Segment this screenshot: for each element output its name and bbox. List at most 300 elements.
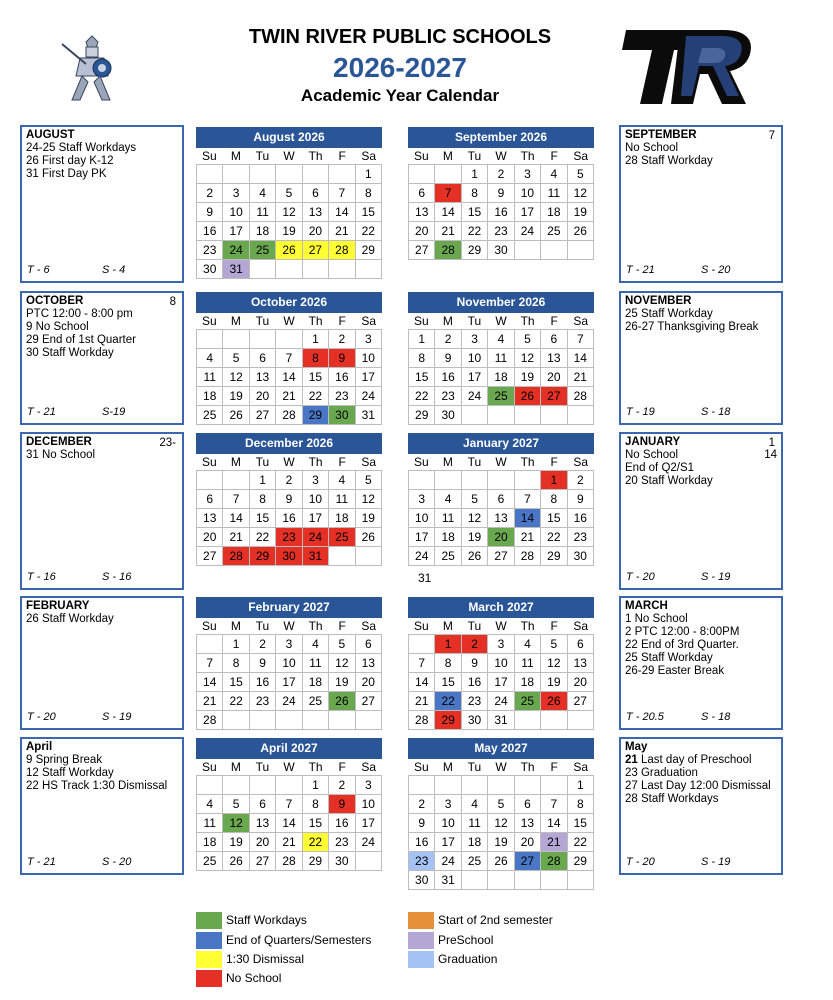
day-cell: 8 [223,654,249,673]
note-line [625,449,777,462]
day-cell: 12 [356,490,382,509]
day-cell: 26 [541,692,567,711]
teacher-days-count: T - 20 [626,856,655,868]
weekday-label: Sa [361,455,377,469]
note-line-text: No School [625,142,679,154]
day-cell: 22 [356,222,382,241]
weekday-label: F [550,455,558,469]
note-line [625,639,777,652]
note-line-text: 28 Staff Workday [625,155,713,167]
note-line-text: 23 Graduation [625,767,698,779]
note-line [26,334,178,347]
student-days-count: S - 19 [701,856,731,868]
day-cell: 5 [462,490,488,509]
empty-day-cell [409,471,435,490]
day-cell: 9 [329,349,355,368]
day-cell: 13 [197,509,223,528]
month-calendar [408,292,594,425]
day-cell: 27 [303,241,329,260]
day-cell: 8 [250,490,276,509]
legend-label: No School [226,971,282,985]
weekday-label: Tu [255,149,270,163]
month-calendar [196,292,382,425]
day-cell: 3 [276,635,302,654]
day-cell: 14 [435,203,461,222]
weekday-label: Th [308,314,323,328]
day-cell: 22 [541,528,567,547]
day-cell: 29 [541,547,567,566]
note-line-text: 24-25 Staff Workdays [26,142,137,154]
day-cell: 8 [541,490,567,509]
day-cell: 27 [409,241,435,260]
day-cell: 29 [356,241,382,260]
weekday-label: Tu [467,760,482,774]
teacher-days-count: T - 21 [27,856,56,868]
empty-day-cell [568,711,594,730]
day-cell: 9 [462,654,488,673]
weekday-label: Tu [467,619,482,633]
empty-day-cell [409,635,435,654]
note-title: NOVEMBER [625,295,692,307]
weekday-label: M [230,619,241,633]
teacher-days-count: T - 20 [626,571,655,583]
note-box-january [619,432,783,590]
day-cell: 8 [435,654,461,673]
day-cell: 23 [568,528,594,547]
legend-item [196,931,371,950]
weekday-label: M [442,149,453,163]
weekday-label: W [283,314,295,328]
day-grid [196,470,382,566]
day-cell: 17 [435,833,461,852]
day-cell: 30 [329,852,355,871]
weekday-label: Th [308,619,323,633]
note-corner-number: 8 [169,296,176,308]
student-days-count: S-19 [102,406,126,418]
day-cell: 24 [409,547,435,566]
day-cell: 22 [435,692,461,711]
day-cell: 25 [488,387,514,406]
day-cell: 16 [488,203,514,222]
day-cell: 14 [515,509,541,528]
day-cell: 6 [409,184,435,203]
weekday-label: Su [201,149,217,163]
weekday-label: M [230,760,241,774]
empty-day-cell [197,635,223,654]
student-days-count: S - 20 [102,856,132,868]
day-cell: 16 [329,814,355,833]
day-cell: 17 [488,673,514,692]
day-cell: 17 [303,509,329,528]
note-line-right-number: 14 [764,449,777,461]
day-cell: 13 [488,509,514,528]
day-cell: 28 [515,547,541,566]
day-cell: 31 [435,871,461,890]
day-cell: 14 [329,203,355,222]
empty-day-cell [488,471,514,490]
day-cell: 8 [303,349,329,368]
day-cell: 18 [462,833,488,852]
empty-day-cell [223,776,249,795]
day-cell: 26 [223,852,249,871]
note-line-text: 31 No School [26,449,96,461]
day-cell: 11 [462,814,488,833]
day-cell: 3 [488,635,514,654]
empty-day-cell [541,776,567,795]
note-line [625,780,777,793]
day-cell: 2 [488,165,514,184]
note-title: OCTOBER [26,295,84,307]
note-box-september [619,125,783,283]
day-cell: 17 [223,222,249,241]
day-cell: 22 [409,387,435,406]
day-cell: 26 [488,852,514,871]
day-cell: 27 [488,547,514,566]
note-line-text: 26 First day K-12 [26,155,114,167]
day-cell: 11 [197,814,223,833]
day-cell: 10 [462,349,488,368]
weekday-label: Sa [573,455,589,469]
day-cell: 1 [356,165,382,184]
empty-day-cell [515,711,541,730]
note-line [625,475,777,488]
day-cell: 9 [250,654,276,673]
day-cell: 11 [541,184,567,203]
day-grid [408,634,594,730]
day-cell: 9 [488,184,514,203]
weekday-label: Tu [255,314,270,328]
legend-item [408,911,553,930]
day-cell: 9 [568,490,594,509]
month-calendar [408,127,594,260]
day-cell: 20 [568,673,594,692]
day-cell: 21 [197,692,223,711]
empty-day-cell [515,471,541,490]
weekday-header-row [196,618,382,634]
day-cell: 20 [250,833,276,852]
day-cell: 28 [223,547,249,566]
day-cell: 26 [356,528,382,547]
day-cell: 7 [329,184,355,203]
empty-day-cell [488,776,514,795]
note-line [625,793,777,806]
note-line [26,449,178,462]
empty-day-cell [197,330,223,349]
note-title: FEBRUARY [26,600,90,612]
day-cell: 3 [435,795,461,814]
day-cell: 16 [435,368,461,387]
weekday-label: Tu [467,314,482,328]
note-title: DECEMBER [26,436,92,448]
teacher-days-count: T - 21 [27,406,56,418]
day-cell: 8 [356,184,382,203]
weekday-label: Sa [573,619,589,633]
day-cell: 4 [488,330,514,349]
note-line-text: 1 No School [625,613,688,625]
note-title: MARCH [625,600,668,612]
day-cell: 14 [276,814,302,833]
note-line-text: 22 End of 3rd Quarter. [625,639,739,651]
day-cell: 19 [276,222,302,241]
day-cell: 5 [276,184,302,203]
day-cell: 25 [435,547,461,566]
legend-item [196,969,281,988]
legend-item [408,931,493,950]
note-line [26,613,178,626]
note-line-text: No School [625,449,679,461]
weekday-label: W [495,149,507,163]
weekday-label: Su [201,760,217,774]
day-cell: 7 [515,490,541,509]
day-cell: 10 [356,795,382,814]
note-title: May [625,741,648,753]
empty-day-cell [250,260,276,279]
note-line [26,321,178,334]
note-line [625,321,777,334]
day-cell: 9 [329,795,355,814]
day-cell: 18 [488,368,514,387]
student-days-count: S - 19 [102,711,132,723]
legend-item [408,950,497,969]
day-cell: 11 [303,654,329,673]
weekday-label: W [495,760,507,774]
day-cell: 27 [541,387,567,406]
day-cell: 30 [197,260,223,279]
day-cell: 31 [356,406,382,425]
note-line-text: 20 Staff Workday [625,475,713,487]
weekday-label: Th [520,149,535,163]
day-cell: 11 [515,654,541,673]
note-title: JANUARY [625,436,681,448]
empty-day-cell [303,165,329,184]
day-cell: 19 [488,833,514,852]
day-cell: 26 [223,406,249,425]
weekday-label: W [283,455,295,469]
day-cell: 18 [197,833,223,852]
day-cell: 7 [568,330,594,349]
note-title: April [26,741,53,753]
day-cell: 15 [250,509,276,528]
day-cell: 1 [223,635,249,654]
day-cell: 17 [409,528,435,547]
day-cell: 5 [488,795,514,814]
day-cell: 10 [276,654,302,673]
day-cell: 15 [568,814,594,833]
day-cell: 21 [276,833,302,852]
day-cell: 20 [250,387,276,406]
weekday-label: Tu [467,455,482,469]
month-title: November 2026 [408,292,594,313]
day-cell: 18 [515,673,541,692]
day-cell: 8 [568,795,594,814]
day-cell: 21 [329,222,355,241]
day-cell: 7 [223,490,249,509]
note-line [26,767,178,780]
day-grid [408,164,594,260]
weekday-label: M [442,619,453,633]
day-grid [408,775,594,890]
day-cell: 2 [276,471,302,490]
note-line-text: 26-29 Easter Break [625,665,725,677]
note-line [625,665,777,678]
day-cell: 27 [568,692,594,711]
day-cell: 28 [568,387,594,406]
month-title: January 2027 [408,433,594,454]
day-cell: 29 [435,711,461,730]
student-days-count: S - 19 [701,571,731,583]
student-days-count: S - 4 [102,264,126,276]
day-cell: 29 [568,852,594,871]
day-cell: 13 [409,203,435,222]
note-line-text: 28 Staff Workdays [625,793,719,805]
legend-swatch [196,970,222,987]
day-cell: 3 [409,490,435,509]
day-cell: 4 [462,795,488,814]
day-cell: 23 [250,692,276,711]
day-cell: 10 [303,490,329,509]
day-grid [196,634,382,730]
empty-day-cell [409,776,435,795]
day-cell: 4 [435,490,461,509]
empty-day-cell [541,406,567,425]
empty-day-cell [515,871,541,890]
day-cell: 13 [356,654,382,673]
weekday-label: Sa [573,760,589,774]
day-cell: 25 [541,222,567,241]
weekday-label: Th [308,455,323,469]
day-cell: 16 [250,673,276,692]
note-line-text: 12 Staff Workday [26,767,114,779]
day-cell: 26 [462,547,488,566]
day-cell: 21 [541,833,567,852]
day-cell: 12 [329,654,355,673]
day-cell: 16 [276,509,302,528]
day-cell: 10 [356,349,382,368]
empty-day-cell [435,471,461,490]
day-cell: 6 [197,490,223,509]
month-title: October 2026 [196,292,382,313]
day-cell: 3 [356,776,382,795]
day-cell: 10 [223,203,249,222]
day-cell: 22 [568,833,594,852]
day-cell: 18 [303,673,329,692]
day-cell: 6 [303,184,329,203]
day-cell: 29 [303,406,329,425]
day-cell: 3 [462,330,488,349]
day-cell: 1 [568,776,594,795]
day-cell: 15 [462,203,488,222]
day-cell: 21 [515,528,541,547]
day-cell: 1 [303,776,329,795]
legend-item [196,911,307,930]
weekday-label: Su [413,760,429,774]
note-line [26,780,178,793]
weekday-header-row [408,313,594,329]
month-title: May 2027 [408,738,594,759]
day-cell: 13 [515,814,541,833]
day-cell: 20 [197,528,223,547]
day-cell: 25 [303,692,329,711]
legend-swatch [408,912,434,929]
month-title: August 2026 [196,127,382,148]
day-cell: 30 [488,241,514,260]
day-cell: 19 [541,673,567,692]
empty-day-cell [462,406,488,425]
note-line [625,767,777,780]
empty-day-cell [568,871,594,890]
teacher-days-count: T - 6 [27,264,50,276]
day-cell: 23 [197,241,223,260]
day-cell: 29 [462,241,488,260]
empty-day-cell [462,871,488,890]
day-grid [196,775,382,871]
day-cell: 14 [276,368,302,387]
day-cell: 17 [356,368,382,387]
day-cell: 15 [435,673,461,692]
day-cell: 21 [409,692,435,711]
day-cell: 2 [250,635,276,654]
day-cell: 15 [356,203,382,222]
note-box-march [619,596,783,730]
empty-day-cell [541,871,567,890]
weekday-label: Su [413,314,429,328]
note-line [625,613,777,626]
day-cell: 12 [223,814,249,833]
note-line-text: End of Q2/S1 [625,462,695,474]
day-cell: 12 [223,368,249,387]
day-cell: 1 [409,330,435,349]
day-cell: 21 [568,368,594,387]
month-title: March 2027 [408,597,594,618]
empty-day-cell [197,776,223,795]
day-cell: 20 [356,673,382,692]
student-days-count: S - 20 [701,264,731,276]
month-title: September 2026 [408,127,594,148]
district-name: TWIN RIVER PUBLIC SCHOOLS [248,26,552,48]
day-cell: 29 [409,406,435,425]
legend-label: Graduation [438,952,498,966]
day-cell: 4 [541,165,567,184]
day-cell: 12 [488,814,514,833]
day-cell: 4 [329,471,355,490]
day-cell: 16 [462,673,488,692]
day-cell: 10 [515,184,541,203]
day-cell: 27 [356,692,382,711]
day-cell: 8 [462,184,488,203]
day-cell: 18 [541,203,567,222]
day-cell: 24 [223,241,249,260]
weekday-label: Sa [361,314,377,328]
day-cell: 28 [197,711,223,730]
empty-day-cell [356,260,382,279]
day-cell: 1 [462,165,488,184]
note-line [26,142,178,155]
weekday-label: Th [520,619,535,633]
day-cell: 1 [541,471,567,490]
note-line [625,142,777,155]
day-cell: 8 [409,349,435,368]
month-title: December 2026 [196,433,382,454]
student-days-count: S - 16 [102,571,132,583]
day-cell: 25 [197,406,223,425]
empty-day-cell [356,711,382,730]
note-line [26,155,178,168]
empty-day-cell [329,260,355,279]
day-cell: 27 [250,852,276,871]
weekday-header-row [196,454,382,470]
calendar-subtitle: Academic Year Calendar [300,86,500,105]
day-cell: 17 [515,203,541,222]
